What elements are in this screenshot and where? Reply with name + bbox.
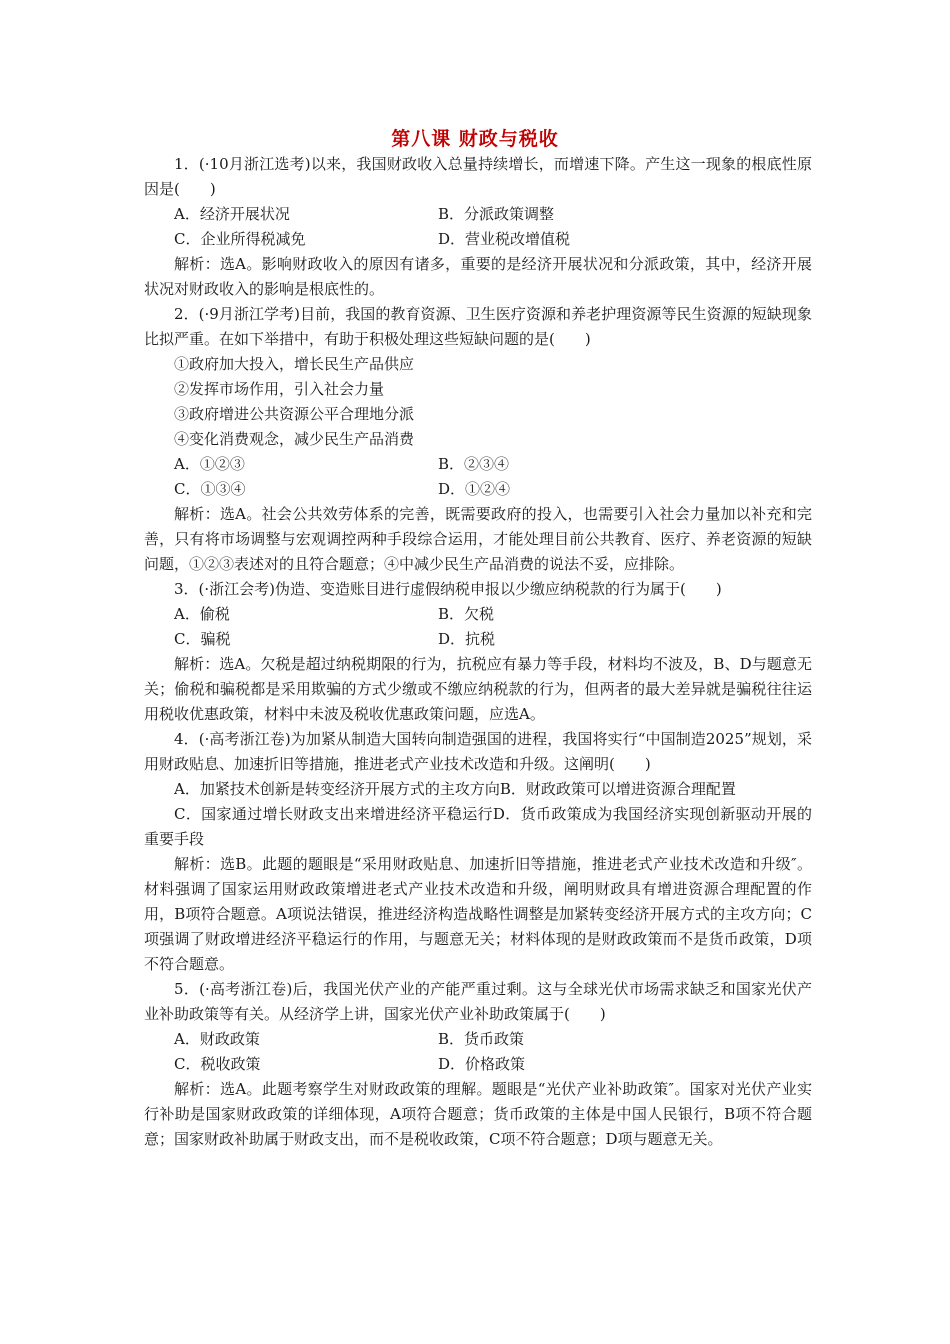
- question-2-statement-1: ①政府加大投入，增长民生产品供应: [174, 355, 415, 373]
- question-2-option-c: C．①③④: [174, 480, 246, 498]
- question-4-options-cd: C．国家通过增长财政支出来增进经济平稳运行D．货币政策成为我国经济实现创新驱动开展的重要手段: [144, 805, 812, 848]
- question-3-options-cd: [144, 627, 812, 652]
- question-1-options-ab: [144, 202, 812, 227]
- question-2-options-ab: [144, 452, 812, 477]
- question-5-option-c: C．税收政策: [174, 1055, 261, 1073]
- question-2-statement-2: ②发挥市场作用，引入社会力量: [174, 380, 385, 398]
- question-3-option-d: D．抗税: [438, 630, 496, 648]
- question-3-stem: 3．(·浙江会考)伪造、变造账目进行虚假纳税申报以少缴应纳税款的行为属于( ): [174, 580, 722, 598]
- question-4-options-ab: A．加紧技术创新是转变经济开展方式的主攻方向B．财政政策可以增进资源合理配置: [174, 780, 736, 798]
- question-4-analysis: 解析：选B。此题的题眼是“采用财政贴息、加速折旧等措施，推进老式产业技术改造和升级″。材料强调了国家运用财政政策增进老式产业技术改造和升级，阐明财政具有增进资源合理配置的作用，B项符合题意。A项说法错误，推进经济构造战略性调整是加紧转变经济开展方式的主攻方向；C项强调了财政增进经济平稳运行的作用，与题意无关；材料体现的是财政政策而不是货币政策，D项不符合题意。: [144, 855, 812, 973]
- question-3-option-c: C．骗税: [174, 630, 231, 648]
- question-1-option-c: C．企业所得税减免: [174, 230, 306, 248]
- question-5-options-cd: [144, 1052, 812, 1077]
- question-1-stem: 1．(·10月浙江选考)以来，我国财政收入总量持续增长，而增速下降。产生这一现象的根底性原因是( ): [144, 155, 812, 198]
- question-4-stem: 4．(·高考浙江卷)为加紧从制造大国转向制造强国的进程，我国将实行“中国制造2025”规划，采用财政贴息、加速折旧等措施，推进老式产业技术改造和升级。这阐明( ): [144, 730, 812, 773]
- question-5-option-d: D．价格政策: [438, 1055, 526, 1073]
- question-1-option-d: D．营业税改增值税: [438, 230, 571, 248]
- question-2-statement-3: ③政府增进公共资源公平合理地分派: [174, 405, 415, 423]
- question-2-option-a: A．①②③: [174, 455, 245, 473]
- question-2-stem: 2．(·9月浙江学考)目前，我国的教育资源、卫生医疗资源和养老护理资源等民生资源的短缺现象比拟严重。在如下举措中，有助于积极处理这些短缺问题的是( ): [144, 305, 812, 348]
- document-body: [144, 152, 812, 1152]
- question-3-option-b: B．欠税: [438, 605, 495, 623]
- question-2-option-d: D．①②④: [438, 480, 511, 498]
- question-1-option-a: A．经济开展状况: [174, 205, 290, 223]
- question-2-analysis: 解析：选A。社会公共效劳体系的完善，既需要政府的投入，也需要引入社会力量加以补充和完善，只有将市场调整与宏观调控两种手段综合运用，才能处理目前公共教育、医疗、养老资源的短缺问题，①②③表述对的且符合题意；④中减少民生产品消费的说法不妥，应排除。: [144, 505, 812, 573]
- page-title: 第八课 财政与税收: [391, 128, 559, 150]
- question-5-analysis: 解析：选A。此题考察学生对财政政策的理解。题眼是“光伏产业补助政策″。国家对光伏产业实行补助是国家财政政策的详细体现，A项符合题意；货币政策的主体是中国人民银行，B项不符合题意；国家财政补助属于财政支出，而不是税收政策，C项不符合题意；D项与题意无关。: [144, 1080, 812, 1148]
- question-2-options-cd: [144, 477, 812, 502]
- question-5-option-b: B．货币政策: [438, 1030, 525, 1048]
- question-5-stem: 5．(·高考浙江卷)后，我国光伏产业的产能严重过剩。这与全球光伏市场需求缺乏和国家光伏产业补助政策等有关。从经济学上讲，国家光伏产业补助政策属于( ): [144, 980, 812, 1023]
- question-1-option-b: B．分派政策调整: [438, 205, 555, 223]
- question-3-options-ab: [144, 602, 812, 627]
- question-1-analysis: 解析：选A。影响财政收入的原因有诸多，重要的是经济开展状况和分派政策，其中，经济开展状况对财政收入的影响是根底性的。: [144, 255, 812, 298]
- question-1-options-cd: [144, 227, 812, 252]
- question-2-option-b: B．②③④: [438, 455, 510, 473]
- question-3-analysis: 解析：选A。欠税是超过纳税期限的行为，抗税应有暴力等手段，材料均不波及，B、D与题意无关；偷税和骗税都是采用欺骗的方式少缴或不缴应纳税款的行为，但两者的最大差异就是骗税往往运用税收优惠政策，材料中未波及税收优惠政策问题，应选A。: [144, 655, 812, 723]
- question-2-statement-4: ④变化消费观念，减少民生产品消费: [174, 430, 415, 448]
- question-5-option-a: A．财政政策: [174, 1030, 260, 1048]
- question-5-options-ab: [144, 1027, 812, 1052]
- question-3-option-a: A．偷税: [174, 605, 230, 623]
